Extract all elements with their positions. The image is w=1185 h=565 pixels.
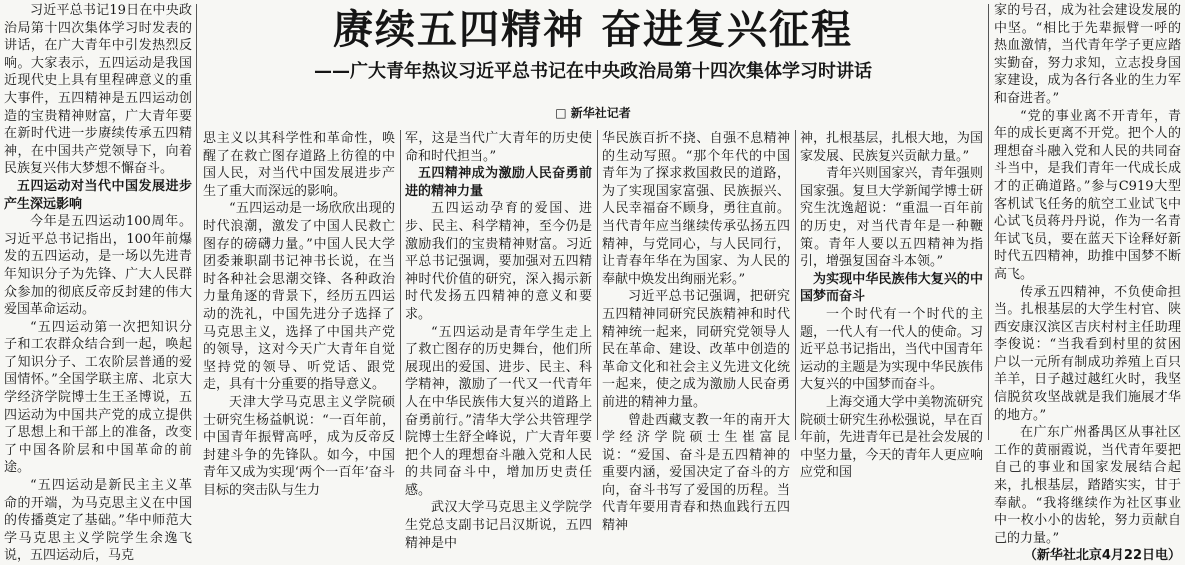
- column-3: [405, 130, 592, 551]
- paragraph: 青年兴则国家兴，青年强则国家强。复旦大学新闻学博士研究生沈逸超说：“重温一百年前的历史，对当代青年是一种鞭策。青年人要以五四精神为指引，增强复国奋斗本领。”: [800, 166, 983, 270]
- subheadline: ——广大青年热议习近平总书记在中央政治局第十四次集体学习时讲话: [314, 61, 872, 82]
- column-2: [203, 130, 395, 498]
- paragraph: 上海交通大学中美物流研究院硕士研究生孙松强说，早在百年前，先进青年已是社会发展的中坚力量，今天的青年人更应响应党和国: [800, 394, 983, 481]
- column-divider: [196, 4, 197, 440]
- column-divider: [400, 130, 401, 440]
- paragraph: 今年是五四运动100周年。习近平总书记指出，100年前爆发的五四运动，是一场以先进青年知识分子为先锋、广大人民群众参加的彻底反帝反封建的伟大爱国革命运动。: [4, 214, 192, 318]
- section-heading: 为实现中华民族伟大复兴的中国梦而奋斗: [800, 271, 983, 305]
- column-divider: [597, 130, 598, 440]
- paragraph: “五四运动是新民主主义革命的开端，为马克思主义在中国的传播奠定了基础。”华中师范大学马克思主义学院学生余逸飞说，五四运动后，马克: [4, 478, 192, 564]
- dateline: （新华社北京4月22日电）: [1023, 548, 1181, 564]
- paragraph: “五四运动是一场欣欣出现的时代浪潮，激发了中国人民救亡图存的磅礴力量。”中国人民大学团委兼职副书记神书长说，在当时各种社会思潮交锋、各种政治力量角逐的背景下，经历五四运动的洗礼，中国先进分子选择了马克思主义，选择了中国共产党的领导，这对今天广大青年自觉坚持党的领导、听党话、跟党走，具有十分重要的指导意义。: [203, 201, 395, 393]
- paragraph: 军，这是当代广大青年的历史使命和时代担当。”: [405, 131, 592, 164]
- paragraph: 武汉大学马克思主义学院学生党总支副书记吕汉斯说，五四精神是中: [405, 500, 592, 551]
- paragraph: 在广东广州番禺区从事社区工作的黄丽霞说，当代青年要把自己的事业和国家发展结合起来，扎根基层，踏踏实实，甘于奉献。“我将继续作为社区事业中一枚小小的齿轮，努力贡献自己的力量。”: [994, 425, 1181, 546]
- headline: 赓续五四精神 奋进复兴征程: [333, 7, 853, 53]
- column-divider: [795, 130, 796, 440]
- paragraph: “五四运动第一次把知识分子和工农群众结合到一起，唤起了知识分子、工农阶层普通的爱国情怀。”全国学联主席、北京大学经济学院博士生王圣博说，五四运动为中国共产党的成立提供了思想上和干部上的准备，改变了中国各阶层和中国革命的前途。: [4, 319, 192, 476]
- column-1: [4, 2, 192, 564]
- byline: □ 新华社记者: [555, 106, 631, 120]
- paragraph: 习近平总书记强调，把研究五四精神同研究民族精神和时代精神统一起来，同研究党领导人民在革命、建设、改革中创造的革命文化和社会主义先进文化统一起来，使之成为激励人民奋勇前进的精神力量。: [602, 289, 790, 410]
- paragraph: 天津大学马克思主义学院硕士研究生杨益帆说：“一百年前，中国青年振臂高呼，成为反帝反封建斗争的先锋队。如今，中国青年又成为实现‘两个一百年’奋斗目标的突击队与生力: [203, 394, 395, 498]
- section-heading: 五四精神成为激励人民奋勇前进的精神力量: [405, 166, 592, 199]
- paragraph: “党的事业离不开青年，青年的成长更离不开党。把个人的理想奋斗融入党和人民的共同奋斗当中，是我们青年一代成长成才的正确道路。”参与C919大型客机试飞任务的航空工业试飞中心试飞员蒋丹丹说，作为一名青年试飞员，要在蓝天下诠释好新时代五四精神，助推中国梦不断高飞。: [994, 108, 1181, 282]
- paragraph: 习近平总书记19日在中央政治局第十四次集体学习时发表的讲话，在广大青年中引发热烈反响。大家表示，五四运动是我国近现代史上具有里程碑意义的重大事件，五四精神是五四运动创造的宝贵精神财富，广大青年要在新时代进一步赓续传承五四精神，在中国共产党领导下，向着民族复兴伟大梦想不懈奋斗。: [4, 3, 192, 177]
- paragraph: 曾赴西藏支教一年的南开大学经济学院硕士生崔富昆说：“爱国、奋斗是五四精神的重要内涵，爱国决定了奋斗的方向，奋斗书写了爱国的历程。当代青年要用青春和热血践行五四精神: [602, 412, 790, 534]
- paragraph: 一个时代有一个时代的主题，一代人有一代人的使命。习近平总书记指出，当代中国青年运动的主题是为实现中华民族伟大复兴的中国梦而奋斗。: [800, 306, 983, 393]
- paragraph: 五四运动孕育的爱国、进步、民主、科学精神，至今仍是激励我们的宝贵精神财富。习近平总书记强调，要加强对五四精神时代价值的研究，深入揭示新时代发扬五四精神的意义和要求。: [405, 201, 592, 322]
- column-5: [800, 130, 983, 481]
- paragraph: 华民族百折不挠、自强不息精神的生动写照。“那个年代的中国青年为了探求救国救民的道路，为了实现国家富强、民族振兴、人民幸福奋不顾身，勇往直前。当代青年应当继续传承弘扬五四精神，与党同心，与人民同行，让青春年华在为国家、为人民的奉献中焕发出绚丽光彩。”: [602, 131, 790, 287]
- column-6: [994, 2, 1181, 564]
- paragraph: 传承五四精神，不负使命担当。扎根基层的大学生村官、陕西安康汉滨区吉庆村村主任助理李俊说：“当我看到村里的贫困户以一元所有制成功养殖上百只羊羊，日子越过越红火时，我坚信脱贫攻坚战就是我们施展才华的地方。”: [994, 284, 1181, 423]
- section-heading: 五四运动对当代中国发展进步产生深远影响: [4, 178, 192, 212]
- column-4: [602, 130, 790, 534]
- column-divider: [988, 4, 989, 440]
- paragraph: 家的号召，成为社会建设发展的中坚。“相比于先辈振臂一呼的热血激情，当代青年学子更应踏实勤奋，努力求知，立志投身国家建设，成为各行各业的生力军和奋进者。”: [994, 3, 1181, 106]
- paragraph: 思主义以其科学性和革命性，唤醒了在救亡图存道路上彷徨的中国人民，对当代中国发展进步产生了重大而深远的影响。: [203, 131, 395, 199]
- paragraph: 神，扎根基层，扎根大地，为国家发展、民族复兴贡献力量。”: [800, 131, 983, 164]
- paragraph: “五四运动是青年学生走上了救亡图存的历史舞台，他们所展现出的爱国、进步、民主、科学精神，激励了一代又一代青年人在中华民族伟大复兴的道路上奋勇前行。”清华大学公共管理学院博士生舒全峰说，广大青年要把个人的理想奋斗融入党和人民的共同奋斗中，增加历史责任感。: [405, 324, 592, 498]
